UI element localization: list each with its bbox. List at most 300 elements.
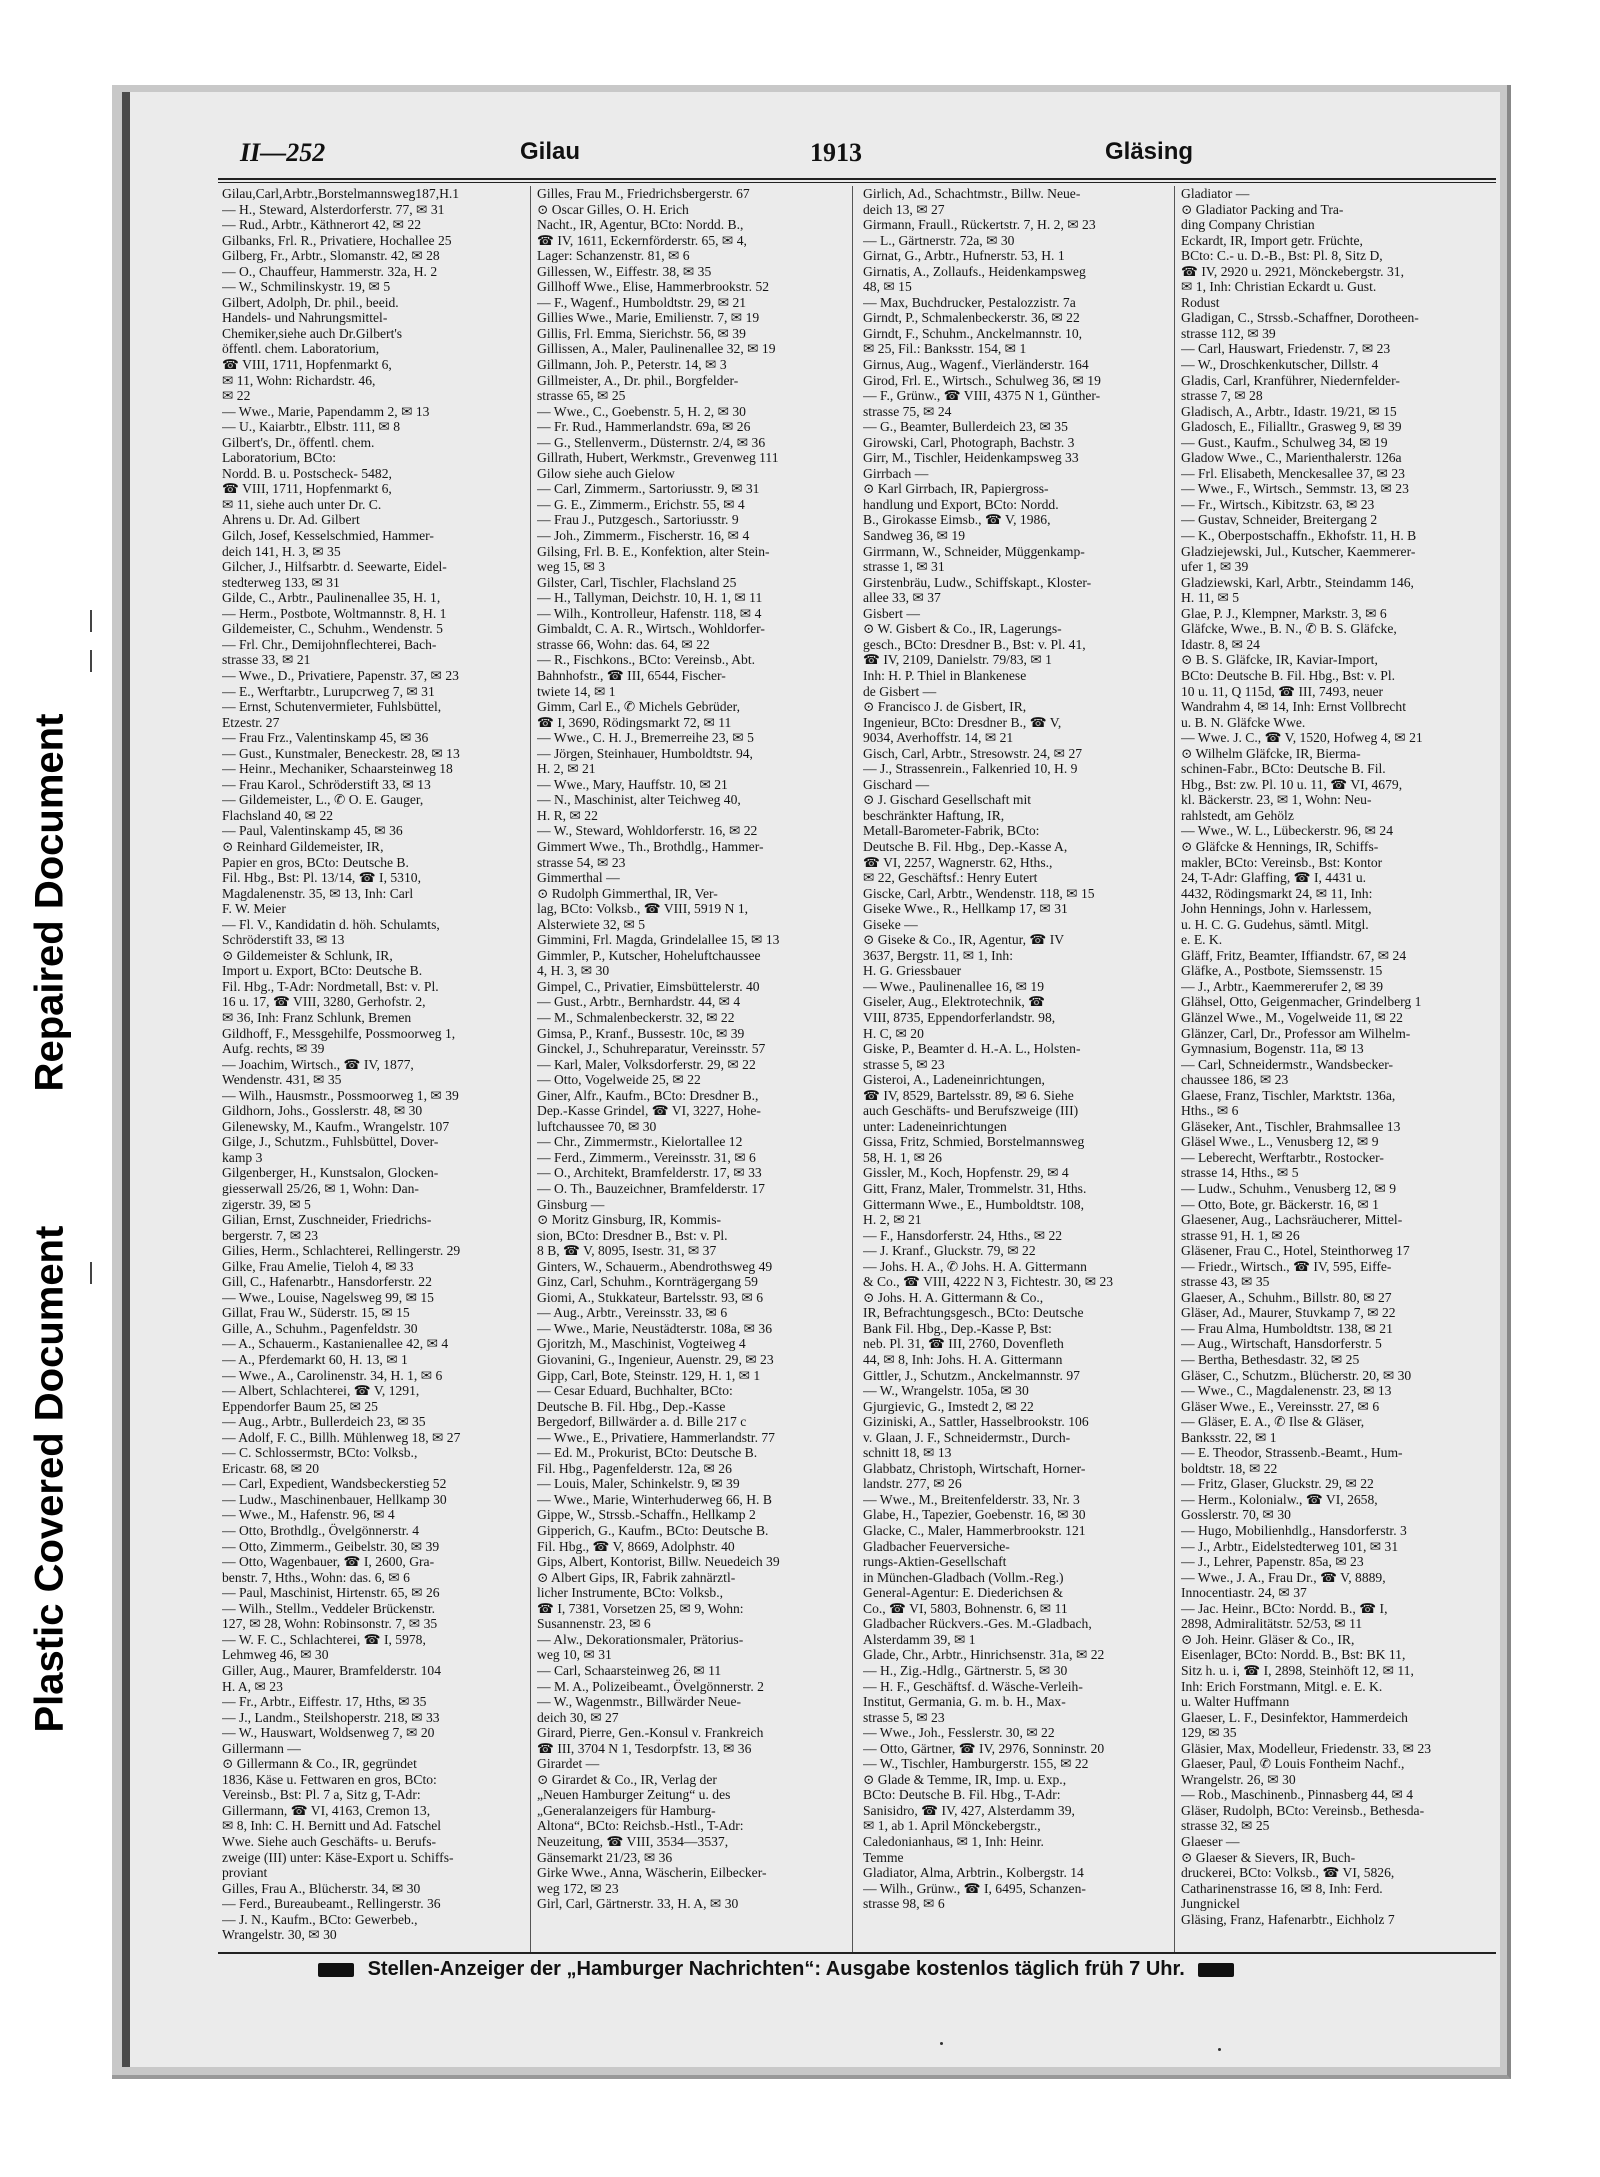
directory-entry-line: de Gisbert — xyxy=(863,683,937,699)
directory-entry-line: strasse 43, ✉ 35 xyxy=(1181,1274,1270,1290)
directory-entry-line: strasse 75, ✉ 24 xyxy=(863,403,952,419)
directory-entry-line: landstr. 277, ✉ 26 xyxy=(863,1476,962,1492)
directory-entry-line: ⊙ Albert Gips, IR, Fabrik zahnärztl- xyxy=(537,1569,736,1585)
directory-entry-line: 127, ✉ 28, Wohn: Robinsonstr. 7, ✉ 35 xyxy=(222,1616,438,1632)
directory-entry-line: — Wwe., C., Magdalenenstr. 23, ✉ 13 xyxy=(1181,1383,1392,1399)
directory-entry-line: — Cesar Eduard, Buchhalter, BCto: xyxy=(537,1383,733,1399)
directory-entry-line: Gläfcke, Wwe., B. N., ✆ B. S. Gläfcke, xyxy=(1181,621,1397,637)
directory-entry-line: strasse 54, ✉ 23 xyxy=(537,854,626,870)
directory-entry-line: strasse 1, ✉ 31 xyxy=(863,559,945,575)
directory-entry-line: benstr. 7, Hths., Wohn: das. 6, ✉ 6 xyxy=(222,1569,410,1585)
directory-entry-line: rahlstedt, am Gehölz xyxy=(1181,807,1294,823)
directory-entry-line: — Joachim, Wirtsch., ☎ IV, 1877, xyxy=(222,1056,414,1072)
directory-entry-line: 2898, Admiralitätstr. 52/53, ✉ 11 xyxy=(1181,1616,1363,1632)
directory-entry-line: 24, T-Adr: Glaffing, ☎ I, 4431 u. xyxy=(1181,870,1367,886)
directory-entry-line: Glähsel, Otto, Geigenmacher, Grindelberg 1 xyxy=(1181,994,1422,1010)
directory-entry-line: Giscke, Carl, Arbtr., Wendenstr. 118, ✉ 15 xyxy=(863,885,1095,901)
directory-entry-line: — Fr., Wirtsch., Kibitzstr. 63, ✉ 23 xyxy=(1181,496,1375,512)
directory-entry-line: Gilcher, J., Hilfsarbtr. d. Seewarte, Eidel- xyxy=(222,559,447,575)
directory-entry-line: Alsterwiete 32, ✉ 5 xyxy=(537,916,646,932)
directory-entry-line: Gilde, C., Arbtr., Paulinenallee 35, H. 1, xyxy=(222,590,441,606)
directory-entry-line: beschränkter Haftung, IR, xyxy=(863,807,1005,823)
column-divider xyxy=(1174,186,1175,1954)
directory-entry-line: ☎ IV, 2109, Danielstr. 79/83, ✉ 1 xyxy=(863,652,1052,668)
directory-entry-line: — Alw., Dekorationsmaler, Prätorius- xyxy=(537,1631,744,1647)
directory-entry-line: Sitz h. u. i, ☎ I, 2898, Steinhöft 12, ✉ 11, xyxy=(1181,1662,1414,1678)
directory-entry-line: ✉ 22, Geschäftsf.: Henry Eutert xyxy=(863,870,1038,886)
directory-entry-line: ⊙ Rudolph Gimmerthal, IR, Ver- xyxy=(537,885,718,901)
directory-entry-line: Giseke Wwe., R., Hellkamp 17, ✉ 31 xyxy=(863,901,1068,917)
directory-entry-line: Inh: H. P. Thiel in Blankenese xyxy=(863,667,1027,683)
directory-entry-line: Girowski, Carl, Photograph, Bachstr. 3 xyxy=(863,434,1075,450)
directory-entry-line: zigerstr. 39, ✉ 5 xyxy=(222,1196,311,1212)
directory-entry-line: Gischard — xyxy=(863,776,930,792)
directory-entry-line: Gladziewski, Karl, Arbtr., Steindamm 146, xyxy=(1181,574,1414,590)
directory-entry-line: strasse 91, H. 1, ✉ 26 xyxy=(1181,1227,1300,1243)
repaired-document-label: Repaired Document xyxy=(27,713,72,1092)
directory-entry-line: Ingenieur, BCto: Dresdner B., ☎ V, xyxy=(863,714,1062,730)
directory-entry-line: — R., Fischkons., BCto: Vereinsb., Abt. xyxy=(537,652,756,668)
directory-entry-line: 44, ✉ 8, Inh: Johs. H. A. Gittermann xyxy=(863,1352,1063,1368)
directory-entry-line: Giller, Aug., Maurer, Bramfelderstr. 104 xyxy=(222,1662,441,1678)
directory-entry-line: — Wwe., D., Privatiere, Papenstr. 37, ✉ 23 xyxy=(222,667,459,683)
directory-entry-line: Caledonianhaus, ✉ 1, Inh: Heinr. xyxy=(863,1833,1044,1849)
directory-entry-line: stedterweg 133, ✉ 31 xyxy=(222,574,340,590)
directory-entry-line: sion, BCto: Dresdner B., Bst: v. Pl. xyxy=(537,1227,728,1243)
directory-entry-line: Susannenstr. 23, ✉ 6 xyxy=(537,1616,651,1632)
directory-entry-line: — Wilh., Hausmstr., Possmoorweg 1, ✉ 39 xyxy=(222,1087,459,1103)
directory-entry-line: Giovanini, G., Ingenieur, Auenstr. 29, ✉ 23 xyxy=(537,1352,774,1368)
directory-entry-line: Gladigan, C., Strssb.-Schaffner, Dorotheen- xyxy=(1181,310,1419,326)
directory-entry-line: F. W. Meier xyxy=(222,901,286,917)
directory-entry-line: weg 15, ✉ 3 xyxy=(537,559,606,575)
directory-entry-line: — O., Architekt, Bramfelderstr. 17, ✉ 33 xyxy=(537,1165,762,1181)
directory-entry-line: — Wilh., Stellm., Veddeler Brückenstr. xyxy=(222,1600,436,1616)
directory-entry-line: 4432, Rödingsmarkt 24, ✉ 11, Inh: xyxy=(1181,885,1373,901)
directory-entry-line: — Frau Karol., Schröderstift 33, ✉ 13 xyxy=(222,776,431,792)
pointing-hand-icon xyxy=(1198,1963,1234,1977)
directory-entry-line: — M. A., Polizeibeamt., Övelgönnerstr. 2 xyxy=(537,1678,764,1694)
directory-entry-line: Neuzeitung, ☎ VIII, 3534—3537, xyxy=(537,1833,729,1849)
edge-mark xyxy=(90,650,92,672)
directory-entry-line: Wwe. Siehe auch Geschäfts- u. Berufs- xyxy=(222,1833,437,1849)
directory-entry-line: Temme xyxy=(863,1849,904,1865)
directory-entry-line: ⊙ Glaeser & Sievers, IR, Buch- xyxy=(1181,1849,1356,1865)
directory-entry-line: — H., Tallyman, Deichstr. 10, H. 1, ✉ 11 xyxy=(537,590,763,606)
directory-entry-line: Glae, P. J., Klempner, Markstr. 3, ✉ 6 xyxy=(1181,605,1387,621)
directory-entry-line: Wandrahm 4, ✉ 14, Inh: Ernst Vollbrecht xyxy=(1181,699,1406,715)
directory-entry-line: Giomi, A., Stukkateur, Bartelsstr. 93, ✉ 6 xyxy=(537,1289,764,1305)
directory-entry-line: Altona“, BCto: Reichsb.-Hstl., T-Adr: xyxy=(537,1818,744,1834)
directory-entry-line: weg 10, ✉ 31 xyxy=(537,1647,612,1663)
directory-entry-line: ✉ 1, ab 1. April Mönckebergstr., xyxy=(863,1818,1041,1834)
directory-entry-line: — Gustav, Schneider, Breitergang 2 xyxy=(1181,512,1378,528)
directory-entry-line: öffentl. chem. Laboratorium, xyxy=(222,341,380,357)
directory-entry-line: Innocentiastr. 24, ✉ 37 xyxy=(1181,1585,1307,1601)
directory-entry-line: Gläfke, A., Postbote, Siemssenstr. 15 xyxy=(1181,963,1383,979)
directory-entry-line: Lager: Schanzenstr. 81, ✉ 6 xyxy=(537,248,690,264)
directory-entry-line: ⊙ J. Gischard Gesellschaft mit xyxy=(863,792,1032,808)
directory-entry-line: ☎ IV, 2920 u. 2921, Mönckebergstr. 31, xyxy=(1181,263,1404,279)
directory-entry-line: Nordd. B. u. Postscheck- 5482, xyxy=(222,465,392,481)
directory-entry-line: — Friedr., Wirtsch., ☎ IV, 595, Eiffe- xyxy=(1181,1258,1392,1274)
directory-entry-line: Girrbach — xyxy=(863,465,929,481)
directory-entry-line: Etzestr. 27 xyxy=(222,714,280,730)
directory-entry-line: H. 2, ✉ 21 xyxy=(537,761,596,777)
directory-entry-line: Gimpel, C., Privatier, Eimsbüttelerstr. 40 xyxy=(537,978,760,994)
directory-entry-line: — F., Wagenf., Humboldtstr. 29, ✉ 21 xyxy=(537,294,747,310)
directory-entry-line: handlung und Export, BCto: Nordd. xyxy=(863,496,1059,512)
directory-entry-line: — Otto, Bote, gr. Bäckerstr. 16, ✉ 1 xyxy=(1181,1196,1379,1212)
directory-entry-line: Idastr. 8, ✉ 24 xyxy=(1181,636,1260,652)
directory-entry-line: strasse 32, ✉ 25 xyxy=(1181,1818,1270,1834)
directory-entry-line: ☎ I, 3690, Rödingsmarkt 72, ✉ 11 xyxy=(537,714,732,730)
directory-column-1 xyxy=(222,186,525,1950)
directory-entry-line: — A., Pferdemarkt 60, H. 13, ✉ 1 xyxy=(222,1352,408,1368)
directory-entry-line: lag, BCto: Volksb., ☎ VIII, 5919 N 1, xyxy=(537,901,749,917)
directory-entry-line: — Fl. V., Kandidatin d. höh. Schulamts, xyxy=(222,916,440,932)
directory-entry-line: Gläsel Wwe., L., Venusberg 12, ✉ 9 xyxy=(1181,1134,1379,1150)
directory-entry-line: H. C, ✉ 20 xyxy=(863,1025,924,1041)
directory-entry-line: Girndt, F., Schuhm., Anckelmannstr. 10, xyxy=(863,325,1083,341)
directory-entry-line: — M., Schmalenbeckerstr. 32, ✉ 22 xyxy=(537,1009,735,1025)
directory-entry-line: — U., Kaiarbtr., Elbstr. 111, ✉ 8 xyxy=(222,419,401,435)
directory-entry-line: Gilian, Ernst, Zuschneider, Friedrichs- xyxy=(222,1212,432,1228)
directory-entry-line: Gippe, W., Strssb.-Schaffn., Hellkamp 2 xyxy=(537,1507,756,1523)
directory-entry-line: Gänsemarkt 21/23, ✉ 36 xyxy=(537,1849,673,1865)
directory-entry-line: ⊙ Francisco J. de Gisbert, IR, xyxy=(863,699,1027,715)
directory-entry-line: ☎ VIII, 1711, Hopfenmarkt 6, xyxy=(222,357,392,373)
directory-entry-line: — Wwe., Louise, Nagelsweg 99, ✉ 15 xyxy=(222,1289,434,1305)
directory-entry-line: giesserwall 25/26, ✉ 1, Wohn: Dan- xyxy=(222,1181,419,1196)
directory-entry-line: Gladbacher Rückvers.-Ges. M.-Gladbach, xyxy=(863,1616,1092,1632)
directory-entry-line: Gläseker, Ant., Tischler, Brahmsallee 13 xyxy=(1181,1118,1401,1134)
directory-entry-line: ufer 1, ✉ 39 xyxy=(1181,559,1249,575)
directory-entry-line: — Wwe. J. C., ☎ V, 1520, Hofweg 4, ✉ 21 xyxy=(1181,730,1423,746)
directory-entry-line: Gilenewsky, M., Kaufm., Wrangelstr. 107 xyxy=(222,1118,450,1134)
page-number: II—252 xyxy=(240,138,326,167)
directory-entry-line: Gilles, Frau A., Blücherstr. 34, ✉ 30 xyxy=(222,1880,421,1896)
directory-entry-line: ⊙ B. S. Gläfcke, IR, Kaviar-Import, xyxy=(1181,652,1378,668)
directory-entry-line: — W. F. C., Schlachterei, ☎ I, 5978, xyxy=(222,1631,426,1647)
directory-entry-line: — Wwe., Joh., Fesslerstr. 30, ✉ 22 xyxy=(863,1725,1055,1741)
directory-entry-line: Papier en gros, BCto: Deutsche B. xyxy=(222,854,409,870)
directory-entry-line: v. Glaan, J. F., Schneidermstr., Durch- xyxy=(863,1429,1071,1445)
directory-entry-line: Ahrens u. Dr. Ad. Gilbert xyxy=(222,512,360,528)
directory-entry-line: — N., Maschinist, alter Teichweg 40, xyxy=(537,792,741,808)
directory-entry-line: Deutsche B. Fil. Hbg., Dep.-Kasse xyxy=(537,1398,726,1414)
directory-entry-line: Girr, M., Tischler, Heidenkampsweg 33 xyxy=(863,450,1079,466)
directory-entry-line: — Paul, Maschinist, Hirtenstr. 65, ✉ 26 xyxy=(222,1585,440,1601)
directory-entry-line: — E. Theodor, Strassenb.-Beamt., Hum- xyxy=(1181,1445,1403,1461)
directory-entry-line: rungs-Aktien-Gesellschaft xyxy=(863,1554,1007,1570)
directory-entry-line: — J., Lehrer, Papenstr. 85a, ✉ 23 xyxy=(1181,1554,1364,1570)
directory-entry-line: Gitt, Franz, Maler, Trommelstr. 31, Hths. xyxy=(863,1181,1087,1196)
directory-entry-line: Girnatis, A., Zollaufs., Heidenkampsweg xyxy=(863,263,1086,279)
directory-entry-line: Gladosch, E., Filialltr., Grasweg 9, ✉ 39 xyxy=(1181,419,1402,435)
directory-entry-line: 1836, Käse u. Fettwaren en gros, BCto: xyxy=(222,1771,437,1787)
directory-entry-line: Bank Fil. Hbg., Dep.-Kasse P, Bst: xyxy=(863,1320,1052,1336)
directory-entry-line: Gildhoff, F., Messgehilfe, Possmoorweg 1, xyxy=(222,1025,456,1041)
directory-entry-line: — G., Stellenverm., Düsternstr. 2/4, ✉ 36 xyxy=(537,434,766,450)
directory-entry-line: — Max, Buchdrucker, Pestalozzistr. 7a xyxy=(863,294,1076,310)
header-rule-thin xyxy=(218,182,1496,183)
directory-entry-line: Gillis, Frl. Emma, Sierichstr. 56, ✉ 39 xyxy=(537,325,746,341)
directory-entry-line: ⊙ Gillermann & Co., IR, gegründet xyxy=(222,1756,417,1772)
directory-entry-line: Gladiator, Alma, Arbtrin., Kolbergstr. 14 xyxy=(863,1865,1084,1881)
directory-entry-line: — Aug., Wirtschaft, Hansdorferstr. 5 xyxy=(1181,1336,1382,1352)
directory-entry-line: H. R, ✉ 22 xyxy=(537,807,598,823)
directory-entry-line: — Jac. Heinr., BCto: Nordd. B., ☎ I, xyxy=(1181,1600,1388,1616)
column-divider xyxy=(852,186,853,1954)
directory-entry-line: Gilau,Carl,Arbtr.,Borstelmannsweg187,H.1 xyxy=(222,186,460,201)
directory-entry-line: 10 u. 11, Q 115d, ☎ III, 7493, neuer xyxy=(1181,683,1384,699)
directory-entry-line: — K., Oberpostschaffn., Ekhofstr. 11, H. B xyxy=(1181,528,1417,544)
directory-entry-line: — Frl. Elisabeth, Menckesallee 37, ✉ 23 xyxy=(1181,465,1405,481)
directory-entry-line: Ginters, W., Schauerm., Abendrothsweg 49 xyxy=(537,1258,773,1274)
directory-entry-line: — Frau J., Putzgesch., Sartoriusstr. 9 xyxy=(537,512,739,528)
directory-entry-line: — Ludw., Maschinenbauer, Hellkamp 30 xyxy=(222,1491,447,1507)
directory-entry-line: Gilberg, Fr., Arbtr., Slomanstr. 42, ✉ 28 xyxy=(222,248,440,264)
directory-entry-line: Gillessen, W., Eiffestr. 38, ✉ 35 xyxy=(537,263,712,279)
directory-entry-line: u. Walter Huffmann xyxy=(1181,1694,1290,1710)
directory-entry-line: Chemiker,siehe auch Dr.Gilbert's xyxy=(222,325,403,341)
directory-entry-line: Eisenlager, BCto: Nordd. B., Bst: BK 11, xyxy=(1181,1647,1406,1663)
directory-entry-line: Giske, P., Beamter d. H.-A. L., Holsten- xyxy=(863,1041,1081,1057)
directory-entry-line: Deutsche B. Fil. Hbg., Dep.-Kasse A, xyxy=(863,838,1068,854)
directory-entry-line: Glabbatz, Christoph, Wirtschaft, Horner- xyxy=(863,1460,1086,1476)
directory-entry-line: 9034, Averhoffstr. 14, ✉ 21 xyxy=(863,730,1014,746)
directory-entry-line: — W., Steward, Wohldorferstr. 16, ✉ 22 xyxy=(537,823,758,839)
header-rule xyxy=(218,178,1496,180)
footer-rule xyxy=(218,1952,1496,1954)
directory-entry-line: Gillrath, Hubert, Werkmstr., Grevenweg 111 xyxy=(537,450,779,466)
directory-entry-line: — Jörgen, Steinhauer, Humboldtstr. 94, xyxy=(537,745,753,761)
directory-entry-line: — Otto, Gärtner, ☎ IV, 2976, Sonninstr. 20 xyxy=(863,1740,1105,1756)
directory-entry-line: strasse 7, ✉ 28 xyxy=(1181,388,1263,404)
directory-entry-line: ding Company Christian xyxy=(1181,217,1315,233)
directory-entry-line: — Ed. M., Prokurist, BCto: Deutsche B. xyxy=(537,1445,758,1461)
directory-entry-line: General-Agentur: E. Diederichsen & xyxy=(863,1585,1064,1601)
directory-entry-line: — Gläser, E. A., ✆ Ilse & Gläser, xyxy=(1181,1414,1365,1430)
directory-entry-line: ✉ 11, Wohn: Richardstr. 46, xyxy=(222,372,376,388)
directory-entry-line: H. A, ✉ 23 xyxy=(222,1678,283,1694)
directory-entry-line: — Wwe., Mary, Hauffstr. 10, ✉ 21 xyxy=(537,776,728,792)
directory-entry-line: Glaeser, Paul, ✆ Louis Fontheim Nachf., xyxy=(1181,1756,1405,1772)
directory-entry-line: Gimmerthal — xyxy=(537,870,620,886)
directory-entry-line: & Co., ☎ VIII, 4222 N 3, Fichtestr. 30, ✉ 23 xyxy=(863,1274,1114,1290)
directory-entry-line: licher Instrumente, BCto: Volksb., xyxy=(537,1585,724,1601)
directory-entry-line: Gilch, Josef, Kesselschmied, Hammer- xyxy=(222,528,434,544)
directory-entry-line: — Wwe., Paulinenallee 16, ✉ 19 xyxy=(863,978,1045,994)
directory-entry-line: Gillermann, ☎ VI, 4163, Cremon 13, xyxy=(222,1802,431,1818)
directory-entry-line: Gilbanks, Frl. R., Privatiere, Hochallee 25 xyxy=(222,232,452,248)
directory-entry-line: BCto: C.- u. D.-B., Bst: Pl. 8, Sitz D, xyxy=(1181,248,1383,264)
directory-entry-line: H. G. Griessbauer xyxy=(863,963,962,979)
directory-entry-line: — Herm., Postbote, Woltmannstr. 8, H. 1 xyxy=(222,605,447,621)
directory-entry-line: Schröderstift 33, ✉ 13 xyxy=(222,932,345,948)
directory-entry-line: — Aug., Arbtr., Bullerdeich 23, ✉ 35 xyxy=(222,1414,426,1430)
directory-entry-line: Aufg. rechts, ✉ 39 xyxy=(222,1041,325,1057)
directory-entry-line: ✉ 8, Inh: C. H. Bernitt und Ad. Fatschel xyxy=(222,1818,442,1834)
directory-entry-line: deich 30, ✉ 27 xyxy=(537,1709,619,1725)
directory-entry-line: — Gust., Kunstmaler, Beneckestr. 28, ✉ 13 xyxy=(222,745,460,761)
directory-entry-line: strasse 98, ✉ 6 xyxy=(863,1896,945,1912)
directory-entry-line: auch Geschäfts- und Berufszweige (III) xyxy=(863,1103,1079,1119)
directory-entry-line: Gymnasium, Bogenstr. 11a, ✉ 13 xyxy=(1181,1041,1364,1057)
directory-column-3 xyxy=(863,186,1168,1950)
directory-entry-line: Ginsburg — xyxy=(537,1196,605,1212)
directory-entry-line: Gläff, Fritz, Beamter, Iffiandstr. 67, ✉ 24 xyxy=(1181,947,1407,963)
directory-entry-line: — Gust., Arbtr., Bernhardstr. 44, ✉ 4 xyxy=(537,994,741,1010)
directory-entry-line: ⊙ Gläfcke & Hennings, IR, Schiffs- xyxy=(1181,838,1379,854)
edge-mark xyxy=(90,610,92,632)
directory-entry-line: Wendenstr. 431, ✉ 35 xyxy=(222,1072,342,1088)
directory-entry-line: — W., Wrangelstr. 105a, ✉ 30 xyxy=(863,1383,1029,1399)
directory-entry-line: „Generalanzeigers für Hamburg- xyxy=(537,1802,716,1818)
directory-entry-line: unter: Ladeneinrichtungen xyxy=(863,1118,1007,1134)
directory-entry-line: druckerei, BCto: Volksb., ☎ VI, 5826, xyxy=(1181,1865,1395,1881)
directory-entry-line: VIII, 8735, Eppendorferlandstr. 98, xyxy=(863,1009,1056,1025)
directory-entry-line: — W., Tischler, Hamburgerstr. 155, ✉ 22 xyxy=(863,1756,1089,1772)
directory-entry-line: Ginz, Carl, Schuhm., Kornträgergang 59 xyxy=(537,1274,758,1290)
directory-entry-line: — Chr., Zimmermstr., Kielortallee 12 xyxy=(537,1134,743,1150)
directory-entry-line: ⊙ Glade & Temme, IR, Imp. u. Exp., xyxy=(863,1771,1067,1787)
directory-entry-line: ⊙ Gildemeister & Schlunk, IR, xyxy=(222,947,393,963)
directory-entry-line: — Wwe., Marie, Neustädterstr. 108a, ✉ 36 xyxy=(537,1320,773,1336)
directory-entry-line: strasse 5, ✉ 23 xyxy=(863,1709,945,1725)
directory-entry-line: — Wilh., Grünw., ☎ I, 6495, Schanzen- xyxy=(863,1880,1086,1896)
directory-entry-line: Gilster, Carl, Tischler, Flachsland 25 xyxy=(537,574,737,590)
directory-entry-line: ⊙ Oscar Gilles, O. H. Erich xyxy=(537,201,689,217)
directory-entry-line: Co., ☎ VI, 5803, Bohnenstr. 6, ✉ 11 xyxy=(863,1600,1068,1616)
directory-entry-line: 4, H. 3, ✉ 30 xyxy=(537,963,610,979)
directory-entry-line: strasse 14, Hths., ✉ 5 xyxy=(1181,1165,1299,1181)
directory-entry-line: H. 2, ✉ 21 xyxy=(863,1212,922,1228)
directory-entry-line: H. 11, ✉ 5 xyxy=(1181,590,1240,606)
directory-entry-line: — A., Schauerm., Kastanienallee 42, ✉ 4 xyxy=(222,1336,449,1352)
directory-entry-line: BCto: Deutsche B. Fil. Hbg., T-Adr: xyxy=(863,1787,1061,1803)
directory-entry-line: — Wwe., Marie, Winterhuderweg 66, H. B xyxy=(537,1491,772,1507)
directory-entry-line: — Frau Alma, Humboldtstr. 138, ✉ 21 xyxy=(1181,1320,1393,1336)
directory-entry-line: — Otto, Wagenbauer, ☎ I, 2600, Gra- xyxy=(222,1554,435,1570)
directory-entry-line: Gillies Wwe., Marie, Emilienstr. 7, ✉ 19 xyxy=(537,310,760,326)
dust-speck xyxy=(940,2042,943,2045)
directory-entry-line: — Otto, Vogelweide 25, ✉ 22 xyxy=(537,1072,701,1088)
directory-entry-line: Gladbacher Feuerversiche- xyxy=(863,1538,1010,1554)
directory-entry-line: — J. Kranf., Gluckstr. 79, ✉ 22 xyxy=(863,1243,1036,1259)
directory-entry-line: — Wwe., E., Privatiere, Hammerlandstr. 77 xyxy=(537,1429,775,1445)
directory-entry-line: — Gildemeister, L., ✆ O. E. Gauger, xyxy=(222,792,424,808)
directory-entry-line: deich 13, ✉ 27 xyxy=(863,201,945,217)
directory-entry-line: 3637, Bergstr. 11, ✉ 1, Inh: xyxy=(863,947,1013,963)
directory-entry-line: Ginckel, J., Schuhreparatur, Vereinsstr. 57 xyxy=(537,1041,766,1057)
directory-entry-line: u. H. C. G. Gudehus, sämtl. Mitgl. xyxy=(1181,916,1369,932)
directory-entry-line: — F., Grünw., ☎ VIII, 4375 N 1, Günther- xyxy=(863,388,1101,404)
directory-entry-line: Gilke, Frau Amelie, Tieloh 4, ✉ 33 xyxy=(222,1258,414,1274)
directory-entry-line: — Wwe., F., Wirtsch., Semmstr. 13, ✉ 23 xyxy=(1181,481,1409,497)
directory-entry-line: Gilles, Frau M., Friedrichsbergerstr. 67 xyxy=(537,186,750,201)
directory-entry-line: — Fr., Arbtr., Eiffestr. 17, Hths, ✉ 35 xyxy=(222,1694,427,1710)
directory-entry-line: twiete 14, ✉ 1 xyxy=(537,683,616,699)
directory-entry-line: proviant xyxy=(222,1865,268,1881)
directory-entry-line: Gillissen, A., Maler, Paulinenallee 32, ✉ 19 xyxy=(537,341,776,357)
directory-entry-line: Giziniski, A., Sattler, Hasselbrookstr. 106 xyxy=(863,1414,1089,1430)
running-header xyxy=(110,138,1450,174)
directory-entry-line: 16 u. 17, ☎ VIII, 3280, Gerhofstr. 2, xyxy=(222,994,426,1010)
directory-entry-line: ⊙ Girardet & Co., IR, Verlag der xyxy=(537,1771,717,1787)
directory-entry-line: Girke Wwe., Anna, Wäscherin, Eilbecker- xyxy=(537,1865,767,1881)
directory-entry-line: — Ludw., Schuhm., Venusberg 12, ✉ 9 xyxy=(1181,1181,1397,1196)
directory-entry-line: Glaesener, Aug., Lachsräucherer, Mittel- xyxy=(1181,1212,1403,1228)
directory-entry-line: Gladisch, A., Arbtr., Idastr. 19/21, ✉ 15 xyxy=(1181,403,1397,419)
directory-entry-line: schinen-Fabr., BCto: Deutsche B. Fil. xyxy=(1181,761,1386,777)
directory-entry-line: Giseke — xyxy=(863,916,918,932)
directory-entry-line: Nacht., IR, Agentur, BCto: Nordd. B., xyxy=(537,217,744,233)
directory-entry-line: Alsterdamm 39, ✉ 1 xyxy=(863,1631,976,1647)
directory-entry-line: Institut, Germania, G. m. b. H., Max- xyxy=(863,1694,1066,1710)
directory-entry-line: — Herm., Kolonialw., ☎ VI, 2658, xyxy=(1181,1491,1378,1507)
directory-entry-line: Gisch, Carl, Arbtr., Stresowstr. 24, ✉ 27 xyxy=(863,745,1083,761)
directory-entry-line: ⊙ Karl Girrbach, IR, Papiergross- xyxy=(863,481,1049,497)
directory-entry-line: Flachsland 40, ✉ 22 xyxy=(222,807,334,823)
directory-entry-line: Glänzel Wwe., M., Vogelweide 11, ✉ 22 xyxy=(1181,1009,1403,1025)
directory-entry-line: Gissa, Fritz, Schmied, Borstelmannsweg xyxy=(863,1134,1085,1150)
directory-entry-line: — Wwe., C., Goebenstr. 5, H. 2, ✉ 30 xyxy=(537,403,746,419)
directory-entry-line: Gillermann — xyxy=(222,1740,301,1756)
directory-entry-line: ✉ 36, Inh: Franz Schlunk, Bremen xyxy=(222,1009,412,1025)
directory-entry-line: Gimbaldt, C. A. R., Wirtsch., Wohldorfer- xyxy=(537,621,765,637)
directory-entry-line: — Wwe., J. A., Frau Dr., ☎ V, 8889, xyxy=(1181,1569,1386,1585)
directory-entry-line: — H., Steward, Alsterdorferstr. 77, ✉ 31 xyxy=(222,201,445,217)
directory-entry-line: — Bertha, Bethesdastr. 32, ✉ 25 xyxy=(1181,1352,1360,1368)
directory-entry-line: — Adolf, F. C., Billh. Mühlenweg 18, ✉ 27 xyxy=(222,1429,461,1445)
directory-entry-line: strasse 65, ✉ 25 xyxy=(537,388,626,404)
directory-entry-line: ⊙ Wilhelm Gläfcke, IR, Bierma- xyxy=(1181,745,1361,761)
directory-entry-line: — Rud., Arbtr., Käthnerort 42, ✉ 22 xyxy=(222,217,422,233)
directory-entry-line: ☎ VI, 2257, Wagnerstr. 62, Hths., xyxy=(863,854,1053,870)
directory-entry-line: kl. Bäckerstr. 23, ✉ 1, Wohn: Neu- xyxy=(1181,792,1372,808)
directory-entry-line: — W., Droschkenkutscher, Dillstr. 4 xyxy=(1181,357,1379,373)
header-first-word: Gilau xyxy=(520,138,581,165)
directory-entry-line: — Ferd., Zimmerm., Vereinsstr. 31, ✉ 6 xyxy=(537,1149,756,1165)
footer-text: Stellen-Anzeiger der „Hamburger Nachrichten“: Ausgabe kostenlos täglich früh 7 Uhr. xyxy=(367,1958,1185,1980)
directory-entry-line: chaussee 186, ✉ 23 xyxy=(1181,1072,1289,1088)
directory-entry-line: Bergedorf, Billwärder a. d. Bille 217 c xyxy=(537,1414,747,1430)
directory-entry-line: Girmann, Fraull., Rückertstr. 7, H. 2, ✉ 23 xyxy=(863,217,1096,233)
directory-entry-line: — Rob., Maschinenb., Pinnasberg 44, ✉ 4 xyxy=(1181,1787,1414,1803)
pointing-hand-icon xyxy=(318,1963,354,1977)
directory-entry-line: Sandweg 36, ✉ 19 xyxy=(863,528,966,544)
directory-entry-line: boldtstr. 18, ✉ 22 xyxy=(1181,1460,1278,1476)
directory-entry-line: 8 B, ☎ V, 8095, Isestr. 31, ✉ 37 xyxy=(537,1243,717,1259)
directory-entry-line: — W., Schmilinskystr. 19, ✉ 5 xyxy=(222,279,391,295)
directory-entry-line: Laboratorium, BCto: xyxy=(222,450,337,466)
directory-entry-line: Gladis, Carl, Kranführer, Niedernfelder- xyxy=(1181,372,1400,388)
directory-entry-line: Gjoritzh, M., Maschinist, Vogteiweg 4 xyxy=(537,1336,746,1352)
directory-entry-line: ⊙ Reinhard Gildemeister, IR, xyxy=(222,838,384,854)
directory-entry-line: ⊙ W. Gisbert & Co., IR, Lagerungs- xyxy=(863,621,1062,637)
directory-entry-line: Gladiator — xyxy=(1181,186,1250,201)
directory-entry-line: schnitt 18, ✉ 13 xyxy=(863,1445,952,1461)
directory-entry-line: Dep.-Kasse Grindel, ☎ VI, 3227, Hohe- xyxy=(537,1103,761,1119)
directory-entry-line: Vereinsb., Bst: Pl. 7 a, Sitz g, T-Adr: xyxy=(222,1787,421,1803)
directory-entry-line: Gilsing, Frl. B. E., Konfektion, alter Stein- xyxy=(537,543,770,559)
directory-entry-line: — Ferd., Bureaubeamt., Rellingerstr. 36 xyxy=(222,1896,441,1912)
directory-entry-line: Gillat, Frau W., Süderstr. 15, ✉ 15 xyxy=(222,1305,410,1321)
directory-entry-line: Gilbert's, Dr., öffentl. chem. xyxy=(222,434,375,450)
directory-entry-line: Gläsener, Frau C., Hotel, Steinthorweg 17 xyxy=(1181,1243,1410,1259)
